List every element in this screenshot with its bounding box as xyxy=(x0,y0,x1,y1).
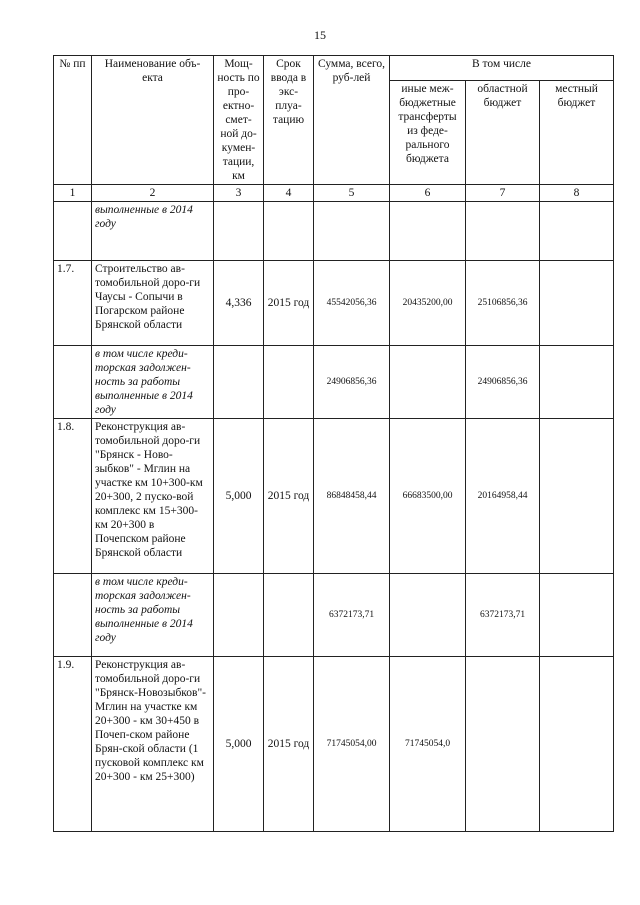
commission-term: 2015 год xyxy=(264,261,314,346)
object-name: выполненные в 2014 году xyxy=(92,202,214,261)
commission-term xyxy=(264,574,314,657)
regional-budget: 20164958,44 xyxy=(466,419,540,574)
local-budget xyxy=(540,574,614,657)
total-sum: 86848458,44 xyxy=(314,419,390,574)
regional-budget xyxy=(466,657,540,832)
regional-budget: 24906856,36 xyxy=(466,346,540,419)
header-name: Наименование объ-екта xyxy=(92,56,214,185)
federal-transfers: 66683500,00 xyxy=(390,419,466,574)
header-row xyxy=(54,56,614,81)
power-km: 5,000 xyxy=(214,657,264,832)
power-km: 4,336 xyxy=(214,261,264,346)
local-budget xyxy=(540,419,614,574)
object-name: в том числе креди-торская задолжен-ность за работы выполненные в 2014 году xyxy=(92,346,214,419)
col-index: 1 xyxy=(54,185,92,202)
col-index: 5 xyxy=(314,185,390,202)
header-including: В том числе xyxy=(390,56,614,81)
col-index: 4 xyxy=(264,185,314,202)
total-sum: 24906856,36 xyxy=(314,346,390,419)
budget-table xyxy=(53,55,614,832)
regional-budget: 25106856,36 xyxy=(466,261,540,346)
total-sum: 6372173,71 xyxy=(314,574,390,657)
header-sum: Сумма, всего, руб-лей xyxy=(314,56,390,185)
header-transfers: иные меж-бюджетные трансферты из феде-рального бюджета xyxy=(390,80,466,184)
col-index: 6 xyxy=(390,185,466,202)
federal-transfers: 71745054,0 xyxy=(390,657,466,832)
federal-transfers xyxy=(390,574,466,657)
col-index: 2 xyxy=(92,185,214,202)
power-km xyxy=(214,346,264,419)
commission-term: 2015 год xyxy=(264,419,314,574)
power-km xyxy=(214,574,264,657)
col-index: 3 xyxy=(214,185,264,202)
table-row xyxy=(54,657,614,832)
row-number: 1.7. xyxy=(54,261,92,346)
object-name: Строительство ав-томобильной доро-ги Чаусы - Сопычи в Погарском районе Брянской области xyxy=(92,261,214,346)
total-sum: 45542056,36 xyxy=(314,261,390,346)
table-row xyxy=(54,574,614,657)
power-km xyxy=(214,202,264,261)
col-index: 8 xyxy=(540,185,614,202)
header-local: местный бюджет xyxy=(540,80,614,184)
commission-term xyxy=(264,202,314,261)
column-index-row xyxy=(54,185,614,202)
table-row xyxy=(54,419,614,574)
row-number xyxy=(54,202,92,261)
total-sum: 71745054,00 xyxy=(314,657,390,832)
local-budget xyxy=(540,202,614,261)
header-no: № пп xyxy=(54,56,92,185)
row-number xyxy=(54,574,92,657)
federal-transfers: 20435200,00 xyxy=(390,261,466,346)
table-row xyxy=(54,346,614,419)
row-number: 1.9. xyxy=(54,657,92,832)
regional-budget xyxy=(466,202,540,261)
total-sum xyxy=(314,202,390,261)
header-regional: областной бюджет xyxy=(466,80,540,184)
header-term: Срок ввода в экс-плуа-тацию xyxy=(264,56,314,185)
local-budget xyxy=(540,346,614,419)
local-budget xyxy=(540,261,614,346)
federal-transfers xyxy=(390,346,466,419)
table-row xyxy=(54,202,614,261)
header-power: Мощ-ность по про-ектно-смет-ной до-кумен-тации, км xyxy=(214,56,264,185)
federal-transfers xyxy=(390,202,466,261)
col-index: 7 xyxy=(466,185,540,202)
commission-term xyxy=(264,346,314,419)
table-body xyxy=(54,202,614,832)
local-budget xyxy=(540,657,614,832)
object-name: Реконструкция ав-томобильной доро-ги "Брянск-Новозыбков"- Мглин на участке км 20+300 - км 30+450 в Почеп-ском районе Брян-ской области (1 пусковой комплекс км 20+300 - км 25+300) xyxy=(92,657,214,832)
commission-term: 2015 год xyxy=(264,657,314,832)
object-name: в том числе креди-торская задолжен-ность за работы выполненные в 2014 году xyxy=(92,574,214,657)
row-number: 1.8. xyxy=(54,419,92,574)
object-name: Реконструкция ав-томобильной доро-ги "Брянск - Ново-зыбков" - Мглин на участке км 10+300-км 20+300, 2 пуско-вой комплекс км 15+300-км 20+300 в Почепском районе Брянской области xyxy=(92,419,214,574)
row-number xyxy=(54,346,92,419)
regional-budget: 6372173,71 xyxy=(466,574,540,657)
power-km: 5,000 xyxy=(214,419,264,574)
page-number: 15 xyxy=(314,28,326,42)
table-row xyxy=(54,261,614,346)
